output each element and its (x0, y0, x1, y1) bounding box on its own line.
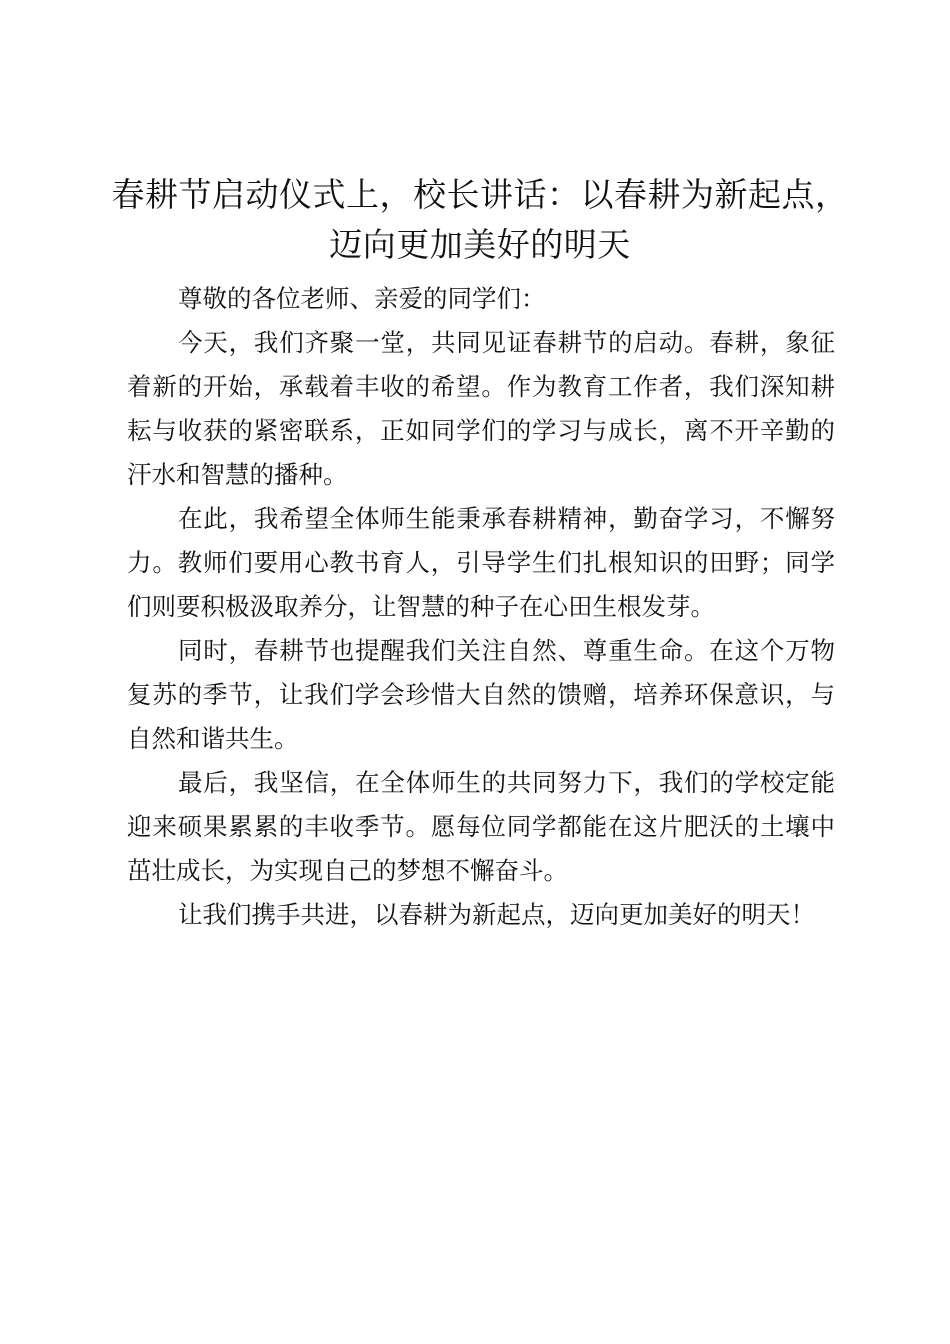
closing-paragraph: 让我们携手共进，以春耕为新起点，迈向更加美好的明天！ (178, 900, 815, 929)
body-paragraph: 今天，我们齐聚一堂，共同见证春耕节的启动。春耕，象征着新的开始，承载着丰收的希望。作为教育工作者，我们深知耕耘与收获的紧密联系，正如同学们的学习与成长，离不开辛勤的汗水和智慧的播种。 (127, 328, 835, 489)
body-paragraph: 在此，我希望全体师生能秉承春耕精神，勤奋学习，不懈努力。教师们要用心教书育人，引导学生们扎根知识的田野；同学们则要积极汲取养分，让智慧的种子在心田生根发芽。 (127, 504, 835, 621)
body-paragraph: 最后，我坚信，在全体师生的共同努力下，我们的学校定能迎来硕果累累的丰收季节。愿每位同学都能在这片肥沃的土壤中茁壮成长，为实现自己的梦想不懈奋斗。 (127, 768, 835, 885)
salutation-paragraph: 尊敬的各位老师、亲爱的同学们： (178, 284, 546, 313)
document-body (127, 277, 835, 937)
document-title: 春耕节启动仪式上，校长讲话：以春耕为新起点，迈向更加美好的明天 (111, 175, 849, 264)
body-paragraph: 同时，春耕节也提醒我们关注自然、尊重生命。在这个万物复苏的季节，让我们学会珍惜大自然的馈赠，培养环保意识，与自然和谐共生。 (127, 636, 835, 753)
